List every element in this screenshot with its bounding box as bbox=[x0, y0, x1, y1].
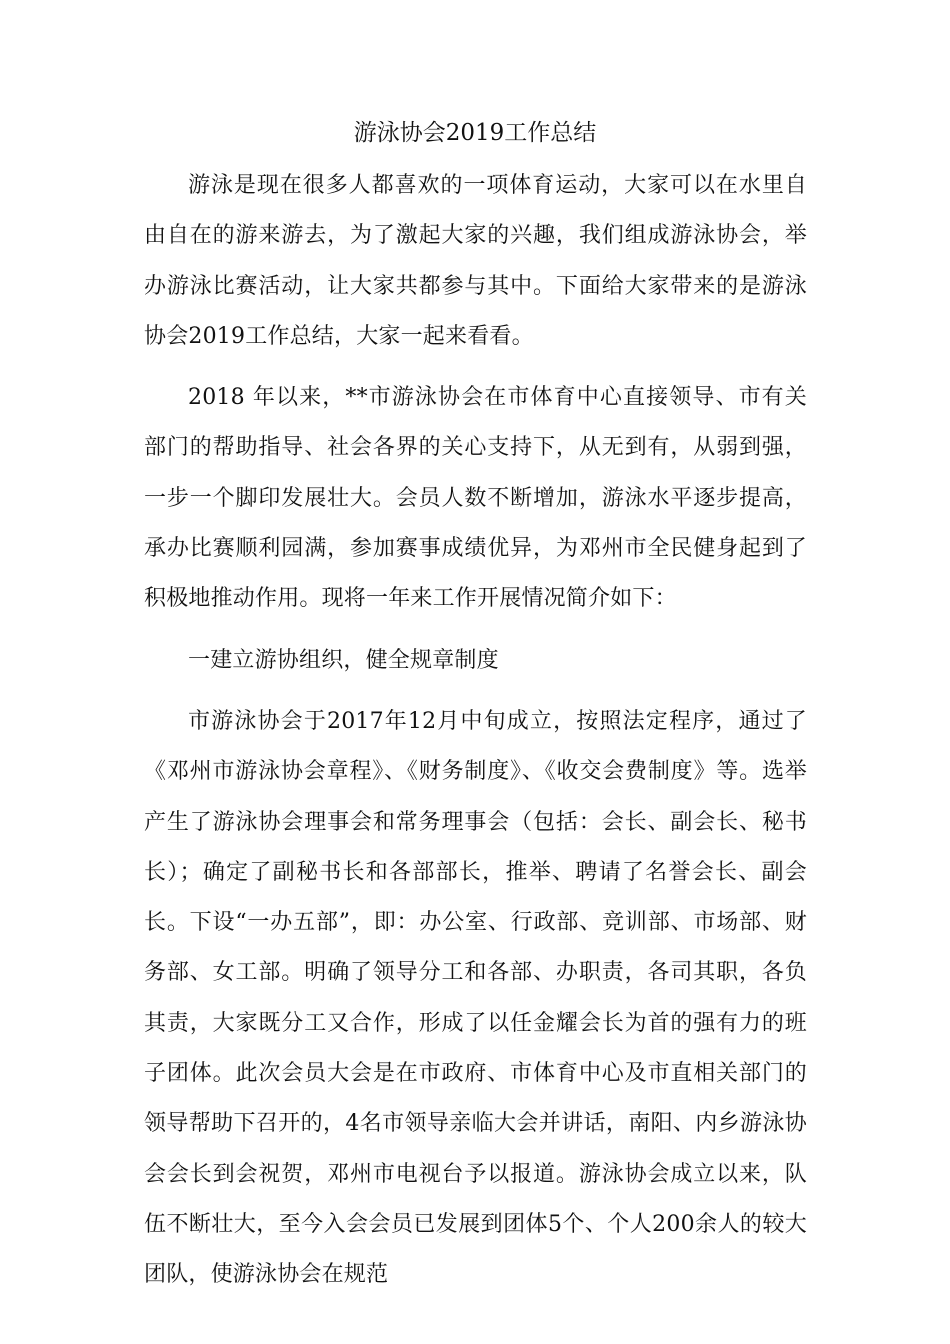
document-title: 游泳协会2019工作总结 bbox=[353, 120, 597, 146]
paragraph-overview: 2018 年以来，**市游泳协会在市体育中心直接领导、市有关部门的帮助指导、社会各界的关心支持下，从无到有，从弱到强，一步一个脚印发展壮大。会员人数不断增加，游泳水平逐步提高，承办比赛顺利园满，参加赛事成绩优异，为邓州市全民健身起到了积极地推动作用。现将一年来工作开展情况简介如下： bbox=[144, 385, 807, 612]
section-heading: 一建立游协组织，健全规章制度 bbox=[188, 647, 499, 673]
paragraph-intro: 游泳是现在很多人都喜欢的一项体育运动，大家可以在水里自由自在的游来游去，为了激起大家的兴趣，我们组成游泳协会，举办游泳比赛活动，让大家共都参与其中。下面给大家带来的是游泳协会2019工作总结，大家一起来看看。 bbox=[144, 173, 807, 349]
paragraph-organization: 市游泳协会于2017年12月中旬成立，按照法定程序，通过了《邓州市游泳协会章程》、《财务制度》、《收交会费制度》等。选举产生了游泳协会理事会和常务理事会（包括：会长、副会长、秘书长）；确定了副秘书长和各部部长，推举、聘请了名誉会长、副会长。下设“一办五部”，即：办公室、行政部、竞训部、市场部、财务部、女工部。明确了领导分工和各部、办职责，各司其职，各负其责，大家既分工又合作，形成了以任金耀会长为首的强有力的班子团体。此次会员大会是在市政府、市体育中心及市直相关部门的领导帮助下召开的，4名市领导亲临大会并讲话，南阳、内乡游泳协会会长到会祝贺，邓州市电视台予以报道。游泳协会成立以来，队伍不断壮大，至今入会会员已发展到团体5个、个人200余人的较大团队，使游泳协会在规范 bbox=[144, 708, 807, 1288]
document-body bbox=[144, 161, 807, 1312]
